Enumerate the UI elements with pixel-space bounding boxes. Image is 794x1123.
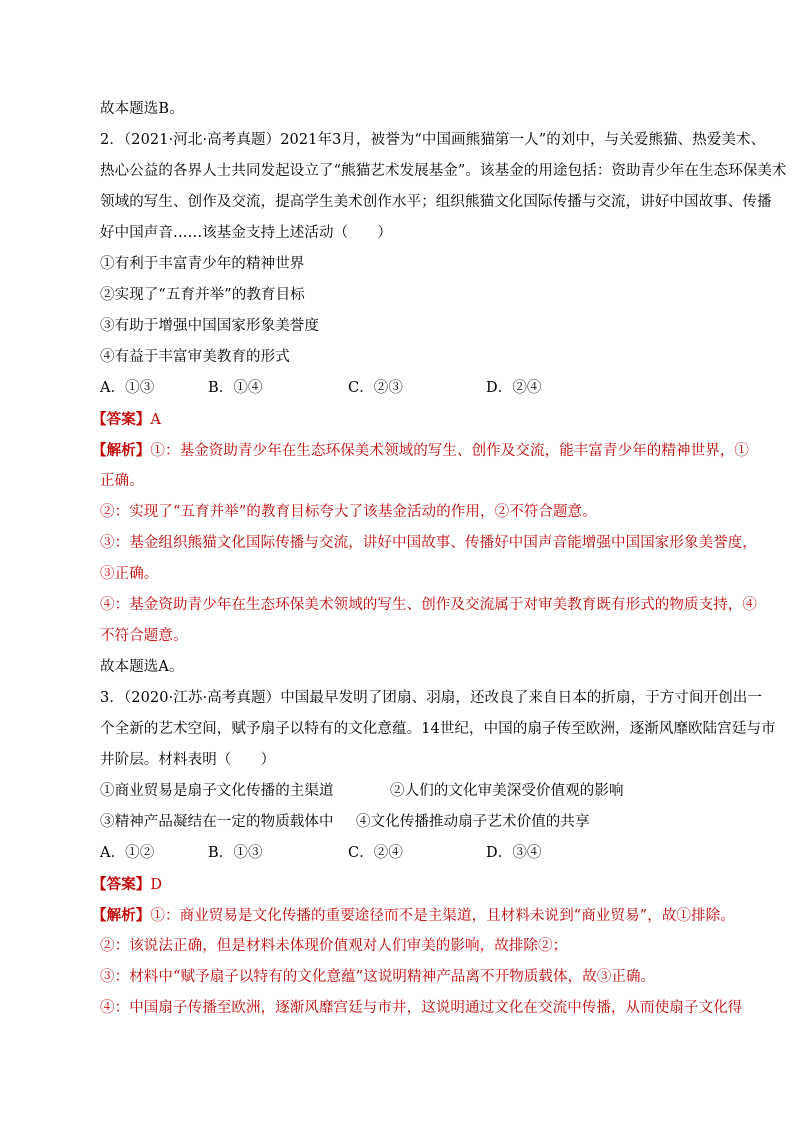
q2-analysis-line-6: ④：基金资助青少年在生态环保美术领域的写生、创作及交流属于对审美教育既有形式的物质支持，④ (100, 597, 757, 613)
q2-analysis-line-3: ②：实现了“五育并举”的教育目标夸大了该基金活动的作用，②不符合题意。 (100, 504, 597, 520)
q3-option-d: D．③④ (486, 845, 542, 861)
q2-statement-3: ③有助于增强中国国家形象美誉度 (100, 318, 319, 334)
q3-statement-2: ②人们的文化审美深受价值观的影响 (390, 783, 624, 799)
q3-analysis-line-2: ②：该说法正确，但是材料未体现价值观对人们审美的影响，故排除②； (100, 938, 568, 954)
q2-option-b: B．①④ (208, 380, 263, 396)
q2-analysis-line-4: ③：基金组织熊猫文化国际传播与交流，讲好中国故事、传播好中国声音能增强中国国家形象美誉度， (100, 535, 757, 551)
q3-option-c: C．②④ (348, 845, 403, 861)
q3-answer-value: D (150, 877, 163, 893)
q2-statement-4: ④有益于丰富审美教育的形式 (100, 349, 290, 365)
q2-option-a: A．①③ (100, 380, 155, 396)
q2-stem-line-2: 热心公益的各界人士共同发起设立了“熊猫艺术发展基金”。该基金的用途包括：资助青少年在生态环保美术 (100, 163, 787, 179)
q2-analysis-line-2: 正确。 (100, 473, 144, 489)
q2-stem-line-4: 好中国声音……该基金支持上述活动（ ） (100, 225, 392, 241)
q3-option-a: A．①② (100, 845, 155, 861)
q2-stem-line-3: 领域的写生、创作及交流，提高学生美术创作水平；组织熊猫文化国际传播与交流，讲好中国故事、传播 (100, 194, 772, 210)
q3-stem-line-2: 个全新的艺术空间，赋予扇子以特有的文化意蕴。14世纪，中国的扇子传至欧洲，逐渐风靡欧陆宫廷与市 (100, 721, 776, 737)
q3-statements-row-2 (100, 807, 724, 838)
q2-answer (92, 404, 724, 435)
q3-analysis-line-4: ④：中国扇子传播至欧洲，逐渐风靡宫廷与市井，这说明通过文化在交流中传播，从而使扇子文化得 (100, 1000, 743, 1016)
q3-statements-row-1 (100, 776, 724, 807)
q3-option-b: B．①③ (208, 845, 263, 861)
q2-option-d: D．②④ (486, 380, 542, 396)
q2-analysis-label: 【解析】 (92, 442, 151, 459)
q2-analysis-line-5: ③正确。 (100, 566, 159, 582)
q2-answer-value: A (150, 412, 161, 428)
q2-analysis-line-7: 不符合题意。 (100, 628, 188, 644)
q3-answer (92, 869, 724, 900)
q2-conclusion: 故本题选A。 (100, 659, 184, 675)
q3-analysis-label: 【解析】 (92, 907, 151, 924)
document-content (92, 94, 787, 1024)
q3-analysis-line-3: ③：材料中“赋予扇子以特有的文化意蕴”这说明精神产品离不开物质载体，故③正确。 (100, 969, 656, 985)
q2-stem-line-1: 2．（2021·河北·高考真题）2021年3月，被誉为“中国画熊猫第一人”的刘中，与关爱熊猫、热爱美术、 (100, 132, 766, 148)
q3-options (100, 838, 724, 869)
q3-stem-line-3: 井阶层。材料表明（ ） (100, 752, 276, 768)
q3-stem-line-1: 3．（2020·江苏·高考真题）中国最早发明了团扇、羽扇，还改良了来自日本的折扇，于方寸间开创出一 (100, 690, 762, 706)
q3-statement-1: ①商业贸易是扇子文化传播的主渠道 (100, 783, 334, 799)
q2-option-c: C．②③ (348, 380, 403, 396)
q2-statement-1: ①有利于丰富青少年的精神世界 (100, 256, 305, 272)
q3-statement-4: ④文化传播推动扇子艺术价值的共享 (356, 814, 590, 830)
q1-conclusion: 故本题选B。 (100, 101, 184, 117)
q2-analysis-line-1 (92, 435, 750, 466)
q2-analysis-text-1: ①：基金资助青少年在生态环保美术领域的写生、创作及交流，能丰富青少年的精神世界，① (150, 443, 750, 459)
q3-answer-label: 【答案】 (92, 876, 151, 893)
q3-analysis-line-1 (92, 900, 735, 931)
q3-analysis-text-1: ①：商业贸易是文化传播的重要途径而不是主渠道，且材料未说到“商业贸易”，故①排除。 (150, 908, 735, 924)
q2-answer-label: 【答案】 (92, 411, 151, 428)
q2-options (100, 373, 724, 404)
q3-statement-3: ③精神产品凝结在一定的物质载体中 (100, 814, 334, 830)
q2-statement-2: ②实现了“五育并举”的教育目标 (100, 287, 305, 303)
